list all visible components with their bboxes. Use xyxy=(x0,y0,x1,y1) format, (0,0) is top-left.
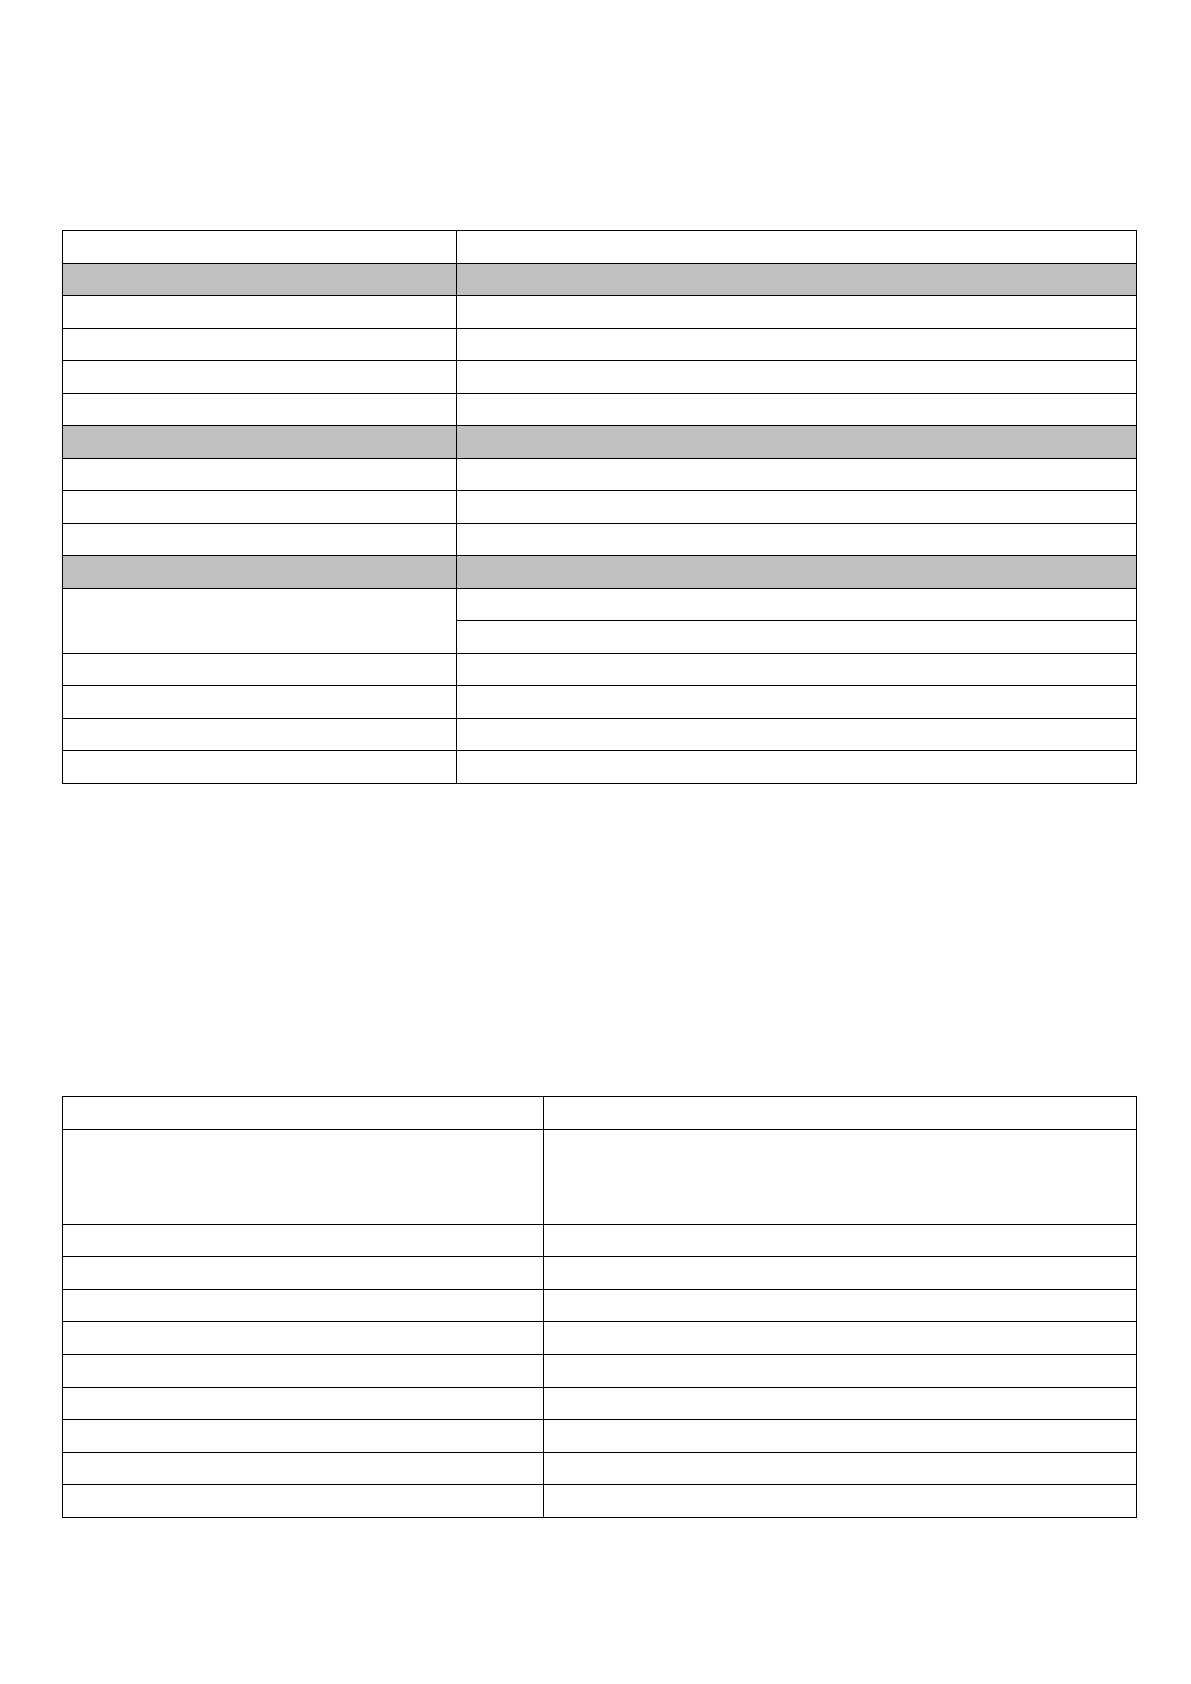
table-cell xyxy=(457,653,1137,686)
table-cell xyxy=(544,1354,1137,1387)
table-cell xyxy=(457,751,1137,784)
table-cell xyxy=(544,1387,1137,1420)
table-cell xyxy=(457,263,1137,296)
table-cell xyxy=(63,328,457,361)
table-cell xyxy=(63,1224,544,1257)
table-cell xyxy=(457,718,1137,751)
table-cell xyxy=(544,1289,1137,1322)
table-cell xyxy=(63,1452,544,1485)
table-row xyxy=(63,1452,1137,1485)
form-table-1 xyxy=(62,230,1137,784)
table-cell xyxy=(544,1097,1137,1130)
table-cell xyxy=(63,231,457,264)
table-cell xyxy=(63,1387,544,1420)
table-cell xyxy=(63,1097,544,1130)
table-row xyxy=(63,393,1137,426)
table-cell xyxy=(63,458,457,491)
table-cell xyxy=(457,393,1137,426)
table-row xyxy=(63,718,1137,751)
table-cell xyxy=(63,686,457,719)
table-row xyxy=(63,1420,1137,1453)
table-cell xyxy=(544,1322,1137,1355)
table-cell xyxy=(63,296,457,329)
table-row xyxy=(63,1289,1137,1322)
table-cell xyxy=(544,1420,1137,1453)
table-section-row xyxy=(63,426,1137,459)
table-row xyxy=(63,296,1137,329)
table-cell xyxy=(63,426,457,459)
table-cell xyxy=(457,523,1137,556)
table-cell xyxy=(544,1224,1137,1257)
table-cell xyxy=(544,1485,1137,1518)
table-row xyxy=(63,1387,1137,1420)
table-cell xyxy=(63,718,457,751)
table-row xyxy=(63,588,1137,621)
table-cell xyxy=(457,556,1137,589)
table-section-row xyxy=(63,556,1137,589)
form-table-1-body xyxy=(63,231,1137,784)
table-cell xyxy=(63,1289,544,1322)
table-row xyxy=(63,1129,1137,1224)
table-cell xyxy=(63,361,457,394)
table-cell xyxy=(544,1257,1137,1290)
table-row xyxy=(63,458,1137,491)
table-cell xyxy=(63,1420,544,1453)
table-cell xyxy=(63,1354,544,1387)
table-cell xyxy=(457,686,1137,719)
table-row xyxy=(63,1224,1137,1257)
form-table-2 xyxy=(62,1096,1137,1518)
table-cell xyxy=(63,751,457,784)
table-section-row xyxy=(63,263,1137,296)
table-cell xyxy=(63,1485,544,1518)
table-cell xyxy=(63,1322,544,1355)
table-cell xyxy=(63,393,457,426)
table-row xyxy=(63,1354,1137,1387)
table-cell-merged xyxy=(63,588,457,653)
table-row xyxy=(63,653,1137,686)
table-row xyxy=(63,1097,1137,1130)
table-cell xyxy=(457,621,1137,654)
table-cell xyxy=(457,296,1137,329)
table-cell xyxy=(457,426,1137,459)
table-row xyxy=(63,361,1137,394)
table-cell xyxy=(457,328,1137,361)
table-row xyxy=(63,1322,1137,1355)
table-cell xyxy=(457,458,1137,491)
form-table-2-body xyxy=(63,1097,1137,1518)
table-cell xyxy=(544,1129,1137,1224)
table-row xyxy=(63,328,1137,361)
table-cell xyxy=(63,653,457,686)
table-cell xyxy=(63,263,457,296)
table-row xyxy=(63,1485,1137,1518)
table-cell xyxy=(457,588,1137,621)
table-cell xyxy=(63,491,457,524)
table-cell xyxy=(63,556,457,589)
table-cell xyxy=(63,1257,544,1290)
table-cell xyxy=(63,1129,544,1224)
table-row xyxy=(63,751,1137,784)
table-cell xyxy=(544,1452,1137,1485)
table-row xyxy=(63,1257,1137,1290)
table-cell xyxy=(457,231,1137,264)
table-cell xyxy=(457,361,1137,394)
table-row xyxy=(63,491,1137,524)
table-row xyxy=(63,523,1137,556)
table-cell xyxy=(457,491,1137,524)
table-row xyxy=(63,686,1137,719)
table-row xyxy=(63,231,1137,264)
table-cell xyxy=(63,523,457,556)
